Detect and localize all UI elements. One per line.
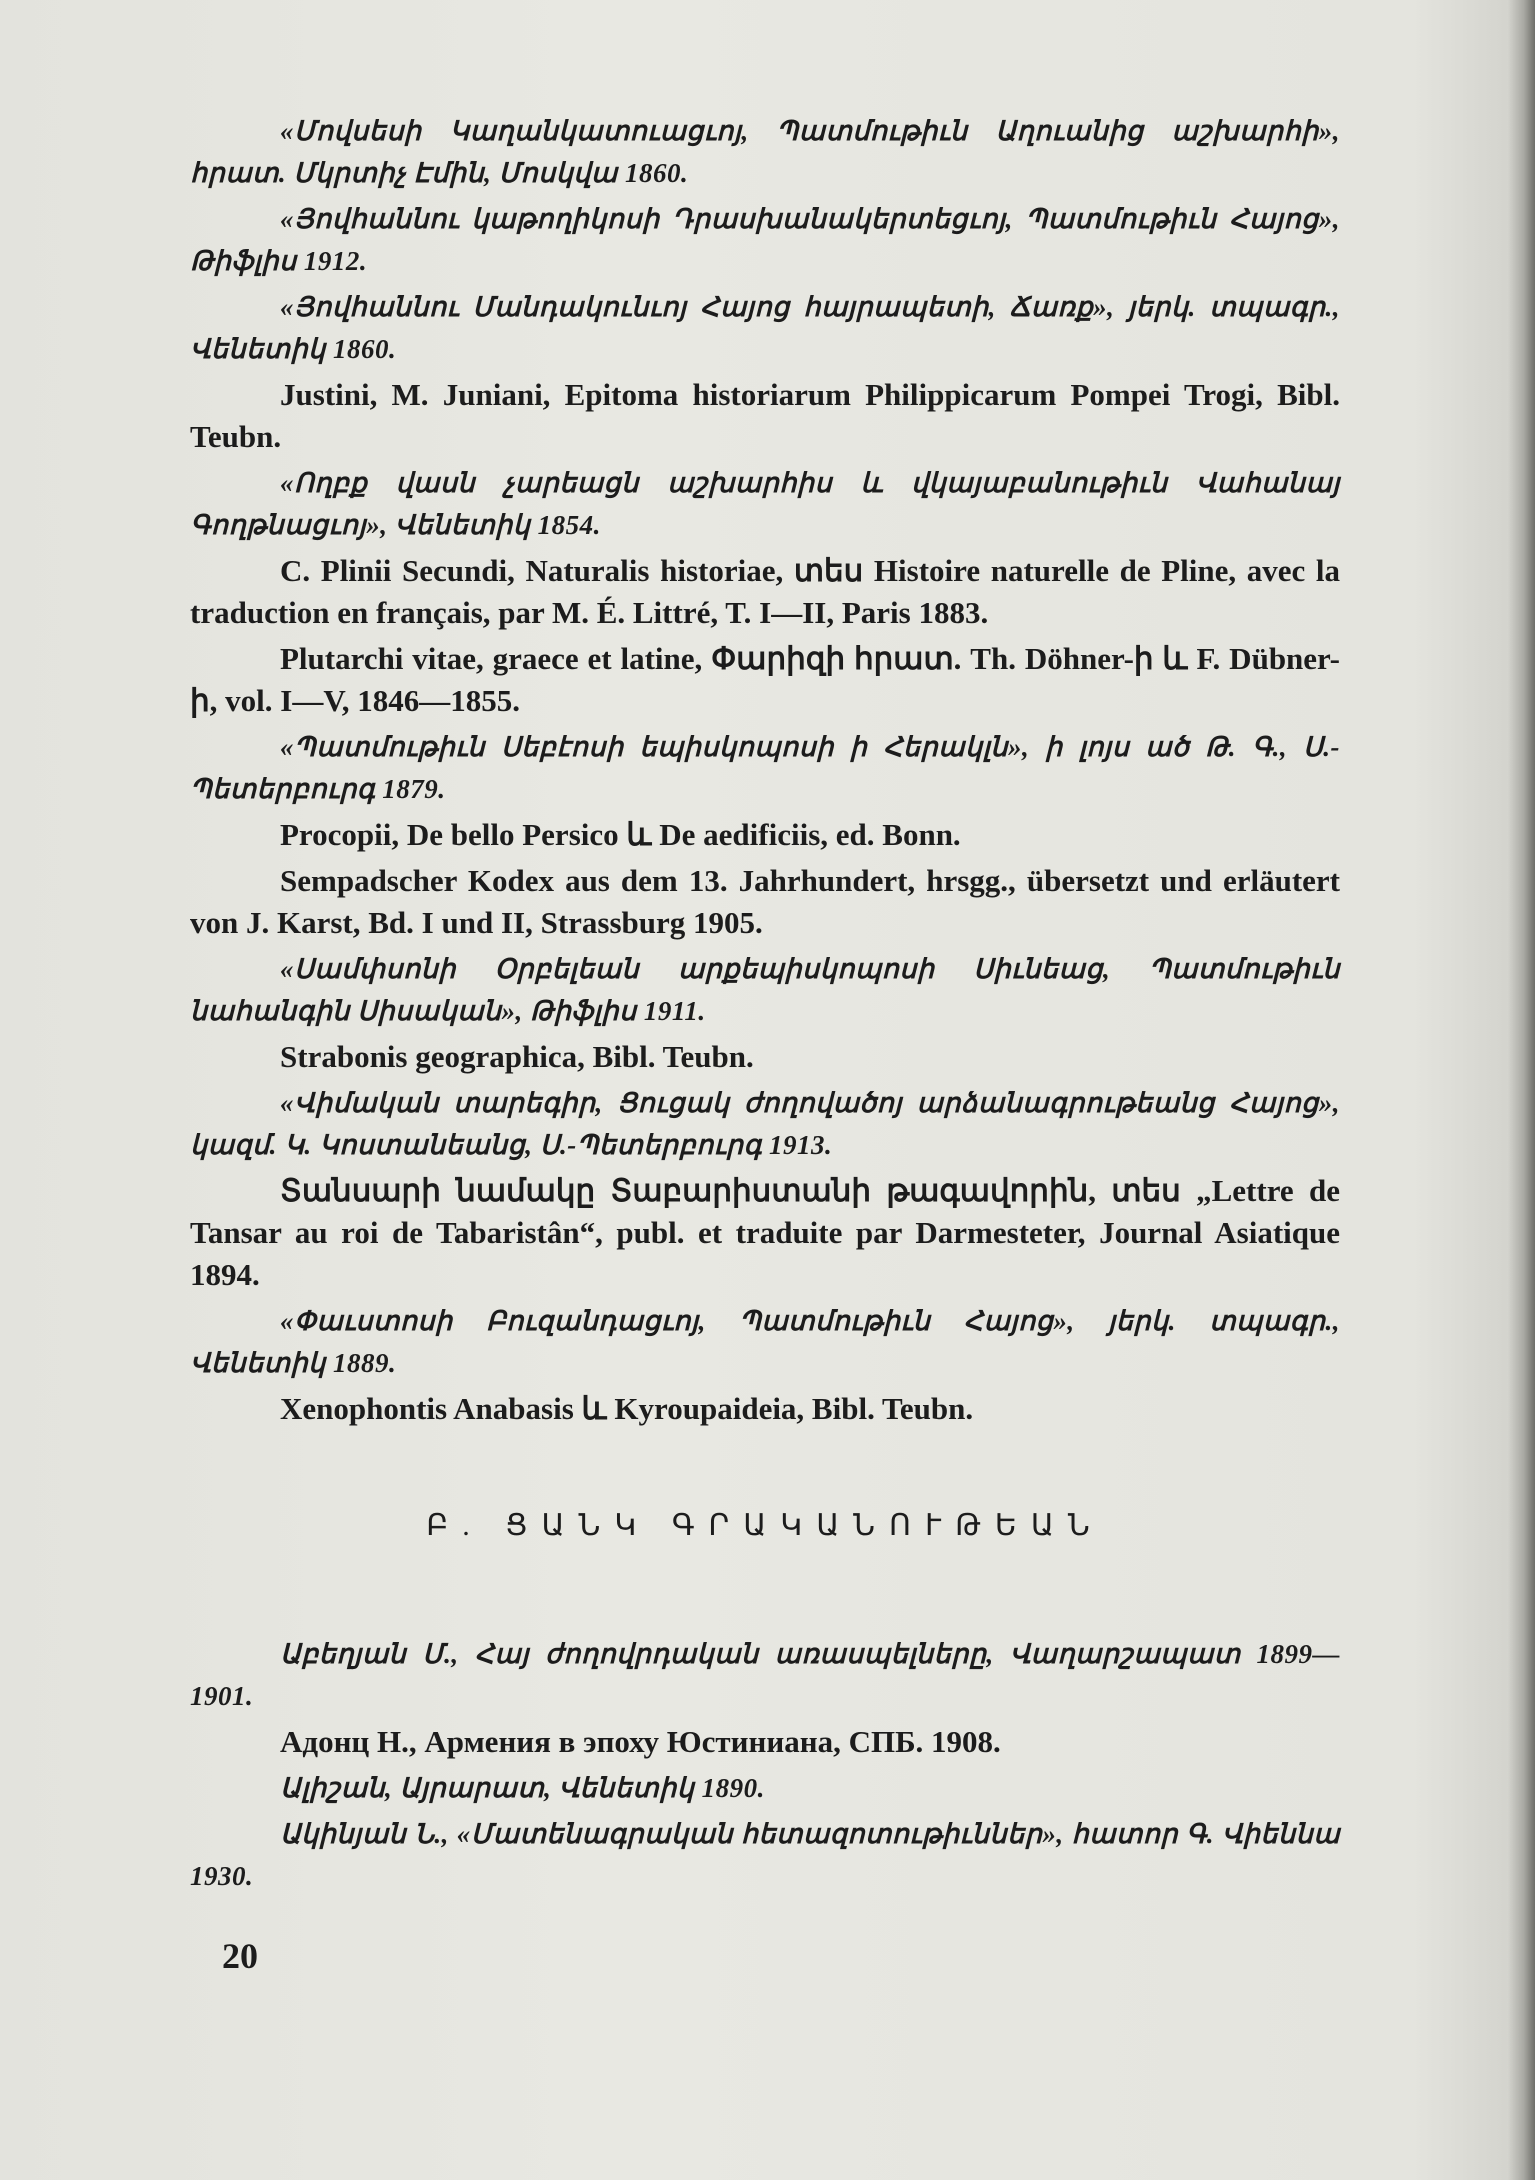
bibliography-entry: C. Plinii Secundi, Naturalis historiae, տես Histoire naturelle de Pline, avec la traduction en français, par M. É. Littré, T. I—II, Paris 1883. <box>190 553 1340 630</box>
bibliography-entry: «Մովսեսի Կաղանկատուացւոյ, Պատմութիւն Աղուանից աշխարհի», հրատ. Մկրտիչ Էմին, Մոսկվա 1860. <box>190 116 1340 188</box>
bibliography-entry: «Յովհաննու կաթողիկոսի Դրասխանակերտեցւոյ, Պատմութիւն Հայոց», Թիֆլիս 1912. <box>190 204 1340 276</box>
bibliography-entry: Sempadscher Kodex aus dem 13. Jahrhundert, hrsgg., übersetzt und erläutert von J. Karst, Bd. I und II, Strassburg 1905. <box>190 863 1340 940</box>
bibliography-entry: Procopii, De bello Persico և De aedificiis, ed. Bonn. <box>280 817 961 852</box>
bibliography-entry: Տանսարի նամակը Տաբարիստանի թագավորին, տես „Lettre de Tansar au roi de Tabaristân“, publ. et traduite par Darmesteter, Journal Asiatique 1894. <box>190 1173 1340 1292</box>
bibliography-entry: Strabonis geographica, Bibl. Teubn. <box>280 1039 754 1074</box>
bibliography-entry: «Սամփսոնի Օրբելեան արքեպիսկոպոսի Սիւնեաց, Պատմութիւն նահանգին Սիսական», Թիֆլիս 1911. <box>190 954 1340 1026</box>
section-heading: Բ. ՑԱՆԿ ԳՐԱԿԱՆՈՒԹԵԱՆ <box>426 1509 1104 1542</box>
bibliography-entry: «Յովհաննու Մանդակունւոյ Հայոց հայրապետի, Ճառք», յերկ. տպագր., Վենետիկ 1860. <box>190 292 1340 364</box>
bibliography-entry: Ալիշան, Այրարատ, Վենետիկ 1890. <box>280 1773 765 1803</box>
page-binding-edge <box>1507 0 1535 2180</box>
bibliography-entry: «Ողբք վասն չարեացն աշխարհիս և վկայաբանութիւն Վահանայ Գողթնացւոյ», Վենետիկ 1854. <box>190 468 1340 540</box>
bibliography-entry: «Վիմական տարեգիր, Ցուցակ ժողովածոյ արձանագրութեանց Հայոց», կազմ. Կ. Կոստանեանց, Ս.-Պետերբուրգ 1913. <box>190 1088 1340 1160</box>
bibliography-entry: Xenophontis Anabasis և Kyroupaideia, Bibl. Teubn. <box>280 1391 974 1426</box>
bibliography-entry: Адонц Н., Армения в эпоху Юстиниана, СПБ. 1908. <box>280 1724 1001 1759</box>
page-number: 20 <box>222 1936 258 1976</box>
bibliography-entry: «Պատմութիւն Սեբէոսի եպիսկոպոսի ի Հերակլն», ի լոյս ած Թ. Գ., Ս.-Պետերբուրգ 1879. <box>190 732 1340 804</box>
bibliography-entry: Աբեղյան Մ., Հայ ժողովրդական առասպելները, Վաղարշապատ 1899—1901. <box>190 1639 1340 1711</box>
bibliography-content <box>190 110 1340 1901</box>
bibliography-entry: «Փաւստոսի Բուզանդացւոյ, Պատմութիւն Հայոց», յերկ. տպագր., Վենետիկ 1889. <box>190 1306 1340 1378</box>
bibliography-entry: Ակինյան Ն., «Մատենագրական հետազոտութիւններ», հատոր Գ. Վիեննա 1930. <box>190 1819 1340 1891</box>
bibliography-entry: Plutarchi vitae, graece et latine, Փարիզի հրատ. Th. Döhner-ի և F. Dübner-ի, vol. I—V, 1846—1855. <box>190 641 1340 718</box>
bibliography-entry: Justini, M. Juniani, Epitoma historiarum Philippicarum Pompei Trogi, Bibl. Teubn. <box>190 377 1340 454</box>
